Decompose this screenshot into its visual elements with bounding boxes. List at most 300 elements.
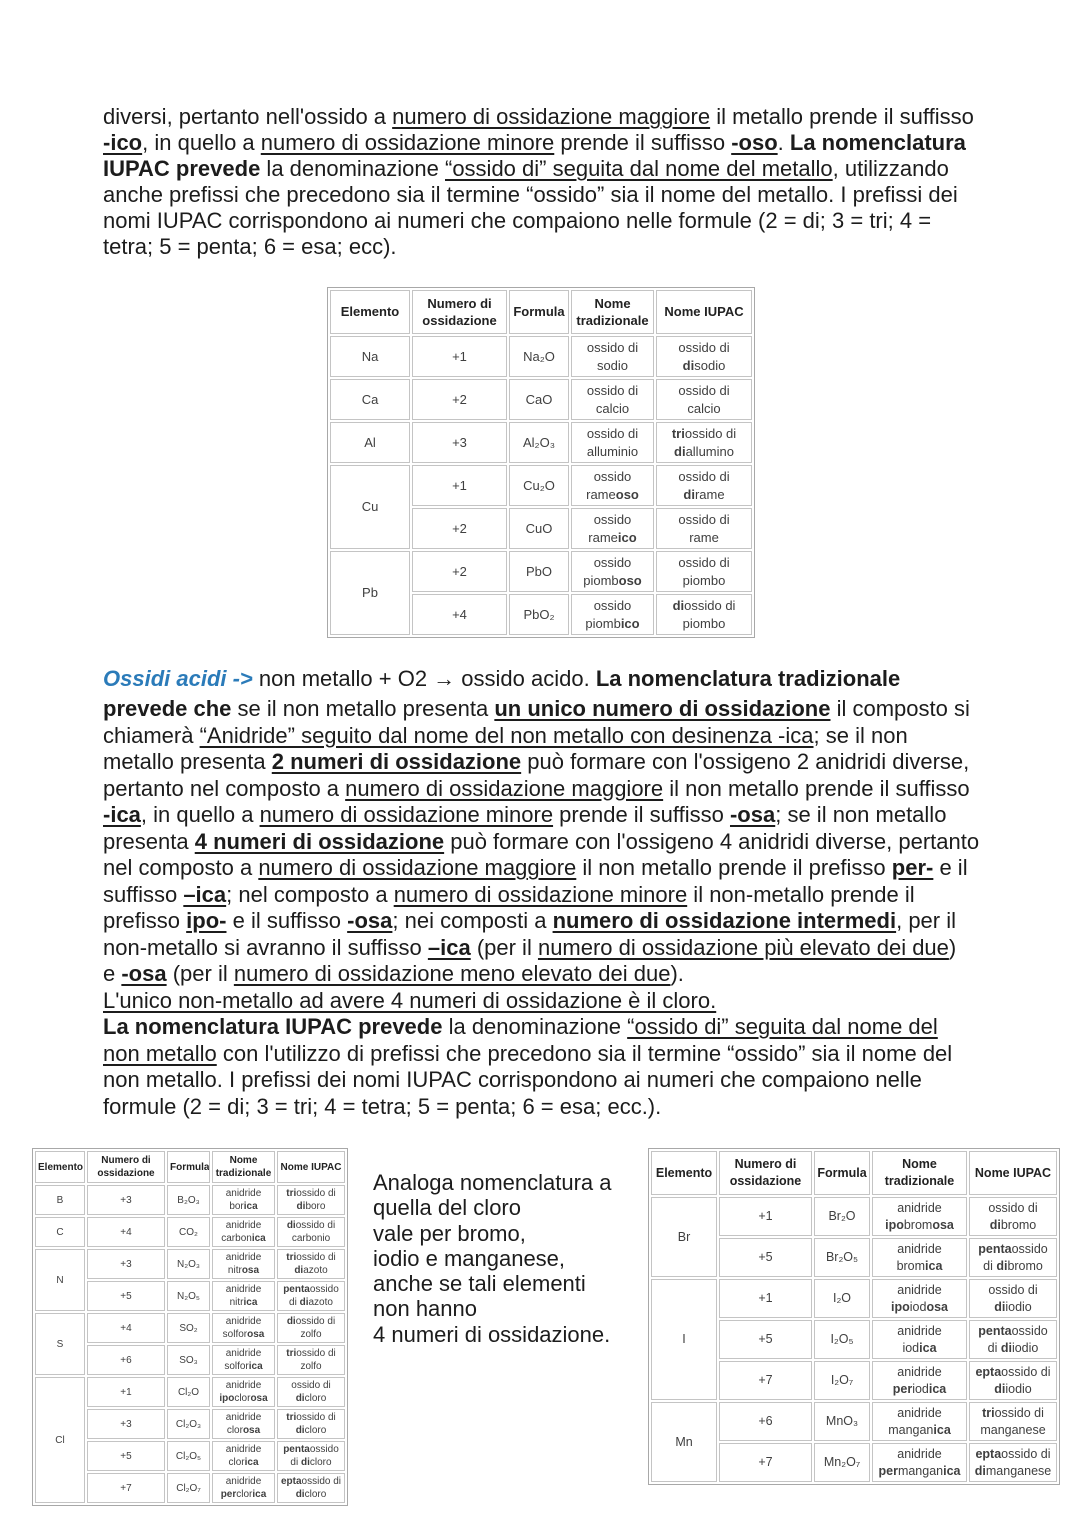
- header-formula: [509, 290, 569, 334]
- cell-line: [280, 1219, 342, 1232]
- table-header-row: [35, 1151, 345, 1183]
- text-run: bromo: [1007, 1258, 1043, 1273]
- traditional-name-cell: [212, 1217, 275, 1247]
- text-run: anidride: [897, 1282, 942, 1297]
- text-run: ossido di: [684, 426, 737, 441]
- element-cell: [330, 336, 410, 377]
- bold-text: ica: [252, 1489, 267, 1500]
- table-header-row: [330, 290, 752, 334]
- formula-cell: [167, 1185, 210, 1215]
- oxidation-number-cell: [719, 1197, 812, 1236]
- note-line: Analoga nomenclatura a: [373, 1170, 612, 1195]
- bold-text: ipo: [219, 1393, 235, 1404]
- bold-text: ica: [244, 1457, 259, 1468]
- bold-text: di: [989, 1217, 1001, 1232]
- oxidation-number-cell: [412, 465, 507, 506]
- header-oxidation-number: [412, 290, 507, 334]
- header-oxidation-number: [719, 1151, 812, 1195]
- text-run: ossido di: [586, 383, 639, 398]
- traditional-name-cell: [212, 1441, 275, 1471]
- cell-line: [574, 357, 651, 375]
- text-run: anidride: [225, 1476, 262, 1487]
- text-run: nitr: [229, 1297, 244, 1308]
- text-run: ossido di: [678, 383, 730, 398]
- text-run: piomb: [583, 572, 619, 588]
- cell-line: [215, 1296, 272, 1309]
- bold-underlined-text: un unico numero di ossidazione: [494, 696, 831, 721]
- text-run: Elemento: [340, 304, 400, 320]
- text-run: ossidazione: [97, 1168, 155, 1179]
- iupac-name-cell: [277, 1473, 345, 1503]
- cell-line: [280, 1392, 342, 1405]
- text-run: Nome: [229, 1155, 258, 1166]
- cell-line: [280, 1200, 342, 1213]
- text-run: ossido: [593, 469, 632, 484]
- formula: SO₂: [179, 1322, 198, 1334]
- cell-line: [659, 382, 749, 400]
- cell-line: [215, 1154, 272, 1167]
- formula-cell: [814, 1443, 870, 1482]
- formula-cell: [814, 1238, 870, 1277]
- iupac-name-cell: [277, 1441, 345, 1471]
- traditional-name-cell: [212, 1345, 275, 1375]
- text-line: [103, 696, 979, 723]
- bold-text: ico: [620, 615, 640, 631]
- cell-line: [817, 1165, 867, 1182]
- text-run: Nome IUPAC: [974, 1165, 1052, 1180]
- traditional-name-cell: [571, 594, 654, 635]
- formula: CO₂: [179, 1226, 198, 1238]
- bold-text: di: [286, 1316, 296, 1327]
- text-run: ossido di: [988, 1200, 1038, 1215]
- formula-cell: [509, 336, 569, 377]
- text-run: la denominazione: [260, 156, 445, 181]
- bold-text: di: [994, 1381, 1006, 1396]
- bold-text: osa: [250, 1393, 268, 1404]
- oxidation-number: +1: [452, 477, 467, 493]
- text-run: con l'utilizzo di prefissi che precedono sia il termine “ossido” sia il nome del: [216, 1040, 953, 1066]
- text-run: pertanto nel composto a: [103, 775, 346, 801]
- oxidation-number: +1: [452, 348, 467, 364]
- basic-oxides-table: [327, 287, 755, 638]
- text-run: brom: [896, 1258, 926, 1273]
- analogy-note: [373, 1170, 612, 1347]
- traditional-name-cell: [872, 1443, 967, 1482]
- iupac-name-cell: [277, 1217, 345, 1247]
- iupac-name-cell: [969, 1361, 1057, 1400]
- bold-text: per: [878, 1463, 898, 1478]
- cell-line: [280, 1443, 342, 1456]
- element-symbol: Cl: [55, 1434, 65, 1446]
- iupac-name-cell: [277, 1409, 345, 1439]
- element-cell: [35, 1377, 85, 1503]
- text-run: mangan: [888, 1422, 934, 1437]
- cell-line: [972, 1323, 1054, 1340]
- header-element: [35, 1151, 85, 1183]
- bold-text: penta: [978, 1323, 1012, 1338]
- oxidation-number-cell: [412, 508, 507, 549]
- element-symbol: Mn: [675, 1434, 693, 1449]
- underlined-text: numero di ossidazione minore: [393, 881, 688, 907]
- oxidation-number-cell: [412, 551, 507, 592]
- text-run: ; nei composti a: [392, 908, 553, 933]
- formula-cell: [509, 508, 569, 549]
- formula: CaO: [525, 391, 553, 407]
- cell-line: [659, 597, 749, 615]
- cell-line: [875, 1405, 964, 1422]
- text-run: ossido di: [1001, 1446, 1051, 1461]
- bold-text: ica: [919, 1340, 937, 1355]
- text-run: tetra; 5 = penta; 6 = esa; ecc).: [103, 234, 397, 259]
- bold-text: epta: [975, 1364, 1002, 1379]
- bold-text: di: [295, 1393, 305, 1404]
- cell-line: [875, 1422, 964, 1439]
- formula-cell: [167, 1217, 210, 1247]
- cell-line: [280, 1264, 342, 1277]
- cell-line: [972, 1364, 1054, 1381]
- text-run: anidride: [225, 1380, 262, 1391]
- bold-text: osa: [932, 1217, 954, 1232]
- formula-cell: [167, 1473, 210, 1503]
- formula-cell: [814, 1279, 870, 1318]
- bold-text: tri: [286, 1412, 297, 1423]
- traditional-name-cell: [212, 1313, 275, 1343]
- cell-line: [659, 572, 749, 590]
- element-cell: [35, 1217, 85, 1247]
- cell-line: [574, 295, 651, 313]
- formula: Cu₂O: [523, 477, 555, 493]
- header-traditional-name: [571, 290, 654, 334]
- text-run: clor: [228, 1457, 245, 1468]
- text-run: di: [987, 1340, 1001, 1355]
- text-run: anidride: [897, 1405, 942, 1420]
- cell-line: [280, 1456, 342, 1469]
- formula: MnO₃: [825, 1414, 859, 1428]
- formula: I₂O₇: [830, 1373, 854, 1387]
- text-line: [103, 104, 974, 130]
- cell-line: [574, 425, 651, 443]
- header-element: [330, 290, 410, 334]
- cell-line: [574, 468, 651, 486]
- bold-underlined-text: -oso: [731, 130, 778, 155]
- text-run: iodio: [1005, 1299, 1032, 1314]
- cell-line: [512, 303, 566, 321]
- formula: CuO: [525, 520, 553, 536]
- traditional-name-cell: [571, 508, 654, 549]
- text-run: e il suffisso: [226, 908, 348, 933]
- note-line: 4 numeri di ossidazione.: [373, 1321, 611, 1347]
- table-body: [651, 1197, 1057, 1482]
- bold-text: di: [296, 1201, 306, 1212]
- text-run: Nome: [594, 295, 631, 311]
- bold-text: tri: [286, 1252, 297, 1263]
- cell-line: [333, 303, 407, 321]
- text-line: [103, 829, 979, 856]
- note-line: anche se tali elementi: [373, 1271, 586, 1297]
- text-run: non metallo + O2 → ossido acido.: [252, 666, 596, 691]
- cell-line: [215, 1219, 272, 1232]
- cell-line: [215, 1347, 272, 1360]
- formula: Br₂O: [828, 1209, 856, 1223]
- element-symbol: Cu: [361, 499, 379, 515]
- oxidation-number: +7: [758, 1455, 773, 1469]
- iupac-name-cell: [969, 1402, 1057, 1441]
- text-line: [103, 908, 979, 935]
- text-run: il composto si: [830, 696, 970, 721]
- acid-oxides-paragraph: [103, 666, 979, 1120]
- halogen-manganese-oxides-table: [648, 1148, 1060, 1485]
- text-run: cloro: [304, 1393, 327, 1404]
- text-line: [103, 1014, 979, 1041]
- bold-text: La nomenclatura: [789, 130, 966, 155]
- text-run: bor: [229, 1201, 244, 1212]
- bold-text: La nomenclatura tradizionale: [595, 666, 901, 691]
- oxidation-number-cell: [719, 1279, 812, 1318]
- cell-line: [38, 1161, 82, 1174]
- bold-text: ico: [617, 529, 637, 545]
- cell-line: [280, 1347, 342, 1360]
- text-run: di: [983, 1258, 997, 1273]
- cell-line: [574, 382, 651, 400]
- bold-text: di: [683, 486, 695, 502]
- text-line: [103, 1094, 979, 1121]
- formula: Cl₂O: [177, 1386, 200, 1398]
- cell-line: [280, 1488, 342, 1501]
- text-run: piombo: [682, 572, 726, 588]
- cell-line: [574, 443, 651, 461]
- cell-line: [659, 529, 749, 547]
- text-run: il non-metallo prende il: [687, 881, 915, 907]
- underlined-text: numero di ossidazione maggiore: [392, 104, 711, 129]
- note-line: vale per bromo,: [373, 1220, 526, 1246]
- text-run: Numero di: [101, 1155, 151, 1166]
- bold-text: di: [974, 1463, 986, 1478]
- note-line: non hanno: [373, 1296, 477, 1322]
- text-line: [103, 776, 979, 803]
- text-run: sodio: [694, 357, 726, 373]
- formula-cell: [814, 1402, 870, 1441]
- text-run: e il: [933, 855, 968, 880]
- text-run: ossido: [593, 555, 632, 570]
- text-run: anidride: [225, 1412, 262, 1423]
- iupac-name-cell: [969, 1197, 1057, 1236]
- text-run: cloro: [304, 1425, 327, 1436]
- text-run: ).: [670, 961, 684, 986]
- bold-underlined-text: –ica: [183, 881, 227, 907]
- bold-text: di: [996, 1258, 1008, 1273]
- oxidation-number-cell: [719, 1443, 812, 1482]
- bold-text: osa: [926, 1299, 948, 1314]
- traditional-name-cell: [212, 1281, 275, 1311]
- oxidation-number-cell: [87, 1473, 165, 1503]
- element-cell: [330, 422, 410, 463]
- text-run: chiamerà: [103, 722, 200, 748]
- cell-line: [574, 312, 651, 330]
- cell-line: [659, 486, 749, 504]
- bold-text: di: [286, 1220, 296, 1231]
- text-run: manganese: [980, 1422, 1046, 1437]
- text-run: iod: [912, 1381, 929, 1396]
- text-run: ossido: [593, 512, 632, 527]
- table-row: [35, 1377, 345, 1407]
- header-traditional-name: [212, 1151, 275, 1183]
- underlined-text: non metallo: [103, 1040, 217, 1066]
- formula-cell: [814, 1361, 870, 1400]
- oxidation-number-cell: [412, 379, 507, 420]
- note-line: iodio e manganese,: [373, 1245, 566, 1271]
- bold-text: tri: [671, 426, 685, 441]
- cell-line: [972, 1217, 1054, 1234]
- bold-text: prevede che: [103, 696, 232, 721]
- text-run: può formare con l'ossigeno 2 anidridi diverse,: [521, 749, 970, 774]
- text-run: anidride: [225, 1284, 262, 1295]
- bold-text: ica: [248, 1361, 263, 1372]
- cell-line: [215, 1264, 272, 1277]
- formula-cell: [509, 422, 569, 463]
- iupac-name-cell: [277, 1249, 345, 1279]
- text-run: di: [290, 1457, 301, 1468]
- cell-line: [659, 303, 749, 321]
- cell-line: [170, 1161, 210, 1174]
- bold-text: ica: [251, 1233, 266, 1244]
- text-run: ossido di: [678, 555, 730, 570]
- cell-line: [215, 1328, 272, 1341]
- cell-line: [972, 1299, 1054, 1316]
- acid-oxides-table: [32, 1148, 348, 1506]
- text-run: il metallo prende il suffisso: [710, 104, 974, 129]
- text-run: ossido di: [678, 340, 730, 355]
- bold-text: osa: [247, 1329, 265, 1340]
- text-run: ossido di: [678, 512, 730, 527]
- formula: Al₂O₃: [522, 434, 555, 450]
- cell-line: [574, 339, 651, 357]
- text-run: Numero di: [427, 295, 492, 311]
- bold-text: per: [220, 1489, 237, 1500]
- cell-line: [215, 1251, 272, 1264]
- oxidation-number: +3: [120, 1194, 132, 1206]
- bold-underlined-text: -osa: [347, 908, 393, 933]
- cell-line: [659, 554, 749, 572]
- text-run: Formula: [170, 1161, 210, 1173]
- underlined-text: numero di ossidazione maggiore: [345, 775, 664, 801]
- iupac-name-cell: [277, 1377, 345, 1407]
- oxidation-number-cell: [87, 1185, 165, 1215]
- text-run: anidride: [225, 1188, 262, 1199]
- oxidation-number-cell: [87, 1313, 165, 1343]
- oxidation-number-cell: [87, 1281, 165, 1311]
- text-run: Nome IUPAC: [280, 1161, 342, 1173]
- cell-line: [215, 1283, 272, 1296]
- text-run: ; se il non: [813, 722, 908, 748]
- header-iupac-name: [656, 290, 752, 334]
- section-heading-text: Ossidi acidi ->: [103, 666, 253, 691]
- underlined-text: numero di ossidazione minore: [259, 802, 554, 827]
- text-run: la denominazione: [442, 1014, 628, 1039]
- header-formula: [167, 1151, 210, 1183]
- text-run: rame: [586, 486, 616, 502]
- table-body: [330, 336, 752, 635]
- text-run: ossido di: [291, 1380, 331, 1391]
- traditional-name-cell: [212, 1377, 275, 1407]
- formula: Cl₂O₅: [175, 1450, 202, 1462]
- cell-line: [972, 1405, 1054, 1422]
- cell-line: [875, 1446, 964, 1463]
- text-run: (per il: [470, 934, 538, 960]
- bold-text: di: [674, 443, 686, 459]
- bold-text: ica: [933, 1422, 951, 1437]
- text-run: Elemento: [38, 1161, 84, 1173]
- traditional-name-cell: [571, 551, 654, 592]
- text-run: solfor: [222, 1329, 248, 1340]
- iupac-name-cell: [969, 1238, 1057, 1277]
- formula: Br₂O₅: [825, 1250, 859, 1264]
- cell-line: [215, 1187, 272, 1200]
- element-symbol: Ca: [361, 391, 379, 407]
- text-line: [103, 988, 979, 1015]
- oxidation-number-cell: [719, 1361, 812, 1400]
- bold-underlined-text: -ico: [103, 130, 143, 155]
- text-run: sodio: [596, 357, 629, 373]
- bold-text: ipo: [885, 1217, 904, 1232]
- cell-line: [215, 1392, 272, 1405]
- cell-line: [415, 312, 504, 330]
- traditional-name-cell: [212, 1409, 275, 1439]
- oxidation-number: +2: [452, 520, 467, 536]
- text-run: ossido: [593, 598, 632, 613]
- text-run: , per il: [896, 908, 957, 933]
- cell-line: [722, 1173, 809, 1190]
- cell-line: [972, 1165, 1054, 1182]
- bold-text: di: [672, 598, 685, 613]
- element-cell: [35, 1185, 85, 1215]
- oxidation-number: +4: [120, 1226, 132, 1238]
- table-row: [35, 1249, 345, 1279]
- text-run: Nome: [902, 1157, 937, 1171]
- table-row: [330, 379, 752, 420]
- oxidation-number: +1: [758, 1209, 773, 1223]
- cell-line: [574, 597, 651, 615]
- text-line: [103, 1067, 979, 1094]
- underlined-text: numero di ossidazione meno elevato dei due: [233, 961, 671, 986]
- bold-text: di: [299, 1297, 309, 1308]
- bold-text: ica: [925, 1258, 943, 1273]
- cell-line: [215, 1475, 272, 1488]
- text-run: cloro: [304, 1489, 327, 1500]
- text-run: di: [289, 1297, 300, 1308]
- formula-cell: [167, 1345, 210, 1375]
- iupac-name-cell: [969, 1443, 1057, 1482]
- oxidation-number: +1: [758, 1291, 773, 1305]
- bold-underlined-text: 4 numeri di ossidazione: [194, 828, 445, 854]
- table-header: [35, 1151, 345, 1183]
- formula: PbO₂: [523, 606, 555, 622]
- oxidation-number: +4: [120, 1322, 132, 1334]
- text-line: [103, 802, 979, 829]
- oxidation-number: +2: [452, 391, 467, 407]
- traditional-name-cell: [571, 422, 654, 463]
- text-run: anidride: [225, 1316, 262, 1327]
- element-cell: [330, 551, 410, 635]
- cell-line: [659, 357, 749, 375]
- cell-line: [659, 443, 749, 461]
- iupac-name-cell: [969, 1320, 1057, 1359]
- text-run: anidride: [225, 1444, 262, 1455]
- traditional-name-cell: [212, 1249, 275, 1279]
- bold-text: ica: [943, 1463, 961, 1478]
- text-run: clor: [226, 1425, 243, 1436]
- underlined-text: numero di ossidazione più elevato dei due: [537, 934, 949, 960]
- iupac-name-cell: [969, 1279, 1057, 1318]
